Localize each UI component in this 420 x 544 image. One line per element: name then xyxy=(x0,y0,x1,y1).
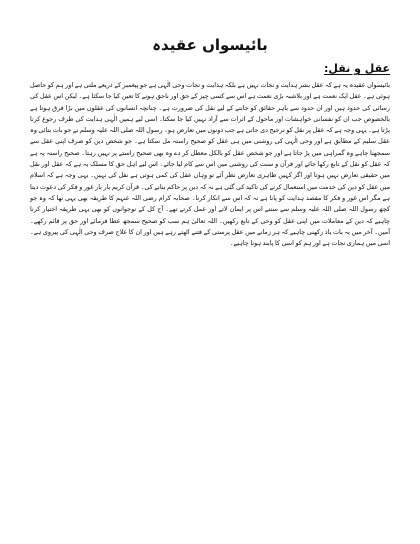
section-heading: عقل و نقل: xyxy=(323,62,390,75)
page-title: بائیسواں عقیدہ xyxy=(152,36,268,54)
body-paragraph: بائیسواں عقیدہ یہ ہے کہ عقل بشر ہدایت و نجات نہیں ہے بلکہ ہدایت و نجات وحی الٰہی ہے جو پیغمبر کے ذریعے ملتی ہے اور ہم کو حاصل ہوئی ہے۔ عقل ایک نعمت ہے اور بلاشبہ بڑی نعمت ہے اس سے کسی چیز کے حق اور ناحق ہونے کا تعین کیا جا سکتا ہے۔ لیکن اس عقل کی رسائی کی حدود ہیں اور ان حدود سے باہر حقائق کو جاننے کے لیے نقل کی ضرورت ہے۔ چنانچہ انسانوں کی عقلوں میں بڑا فرق ہوتا ہے بالخصوص جب ان کو نفسانی خواہشات اور ماحول کے اثرات سے آزاد نہیں کیا جا سکتا۔ اسی لیے ہمیں الٰہی ہدایت کی طرف رجوع کرنا پڑتا ہے۔ یہی وجہ ہے کہ عقل پر نقل کو ترجیح دی جاتی ہے جب دونوں میں تعارض ہو۔ رسول اللہ صلی اللہ علیہ وسلم نے جو بات بتائی وہ عقل سلیم کے مطابق ہے اور وحی الٰہی کی روشنی میں ہی عقل کو صحیح راستہ مل سکتا ہے۔ جو شخص دین کو صرف اپنی عقل سے سمجھنا چاہے وہ گمراہی میں پڑ جاتا ہے اور جو شخص عقل کو بالکل معطل کر دے وہ بھی صحیح راستے پر نہیں رہتا۔ صحیح راستہ یہ ہے کہ عقل کو نقل کے تابع رکھا جائے اور قرآن و سنت کی روشنی میں اس سے کام لیا جائے۔ اس لیے اہل حق کا مسلک یہ ہے کہ عقل اور نقل میں حقیقی تعارض نہیں ہوتا اور اگر کہیں ظاہری تعارض نظر آئے تو وہاں عقل کی کمی ہوتی ہے نقل کی نہیں۔ یہی وجہ ہے کہ اسلام میں عقل کو دین کی خدمت میں استعمال کرنے کی تاکید کی گئی ہے نہ کہ دین پر حاکم بنانے کی۔ قرآن کریم بار بار غور و فکر کی دعوت دیتا ہے مگر اس غور و فکر کا مقصد ہدایت کو پانا ہے نہ کہ اس سے انکار کرنا۔ صحابہ کرام رضی اللہ عنہم کا طریقہ بھی یہی تھا کہ وہ جو کچھ رسول اللہ صلی اللہ علیہ وسلم سے سنتے اس پر ایمان لاتے اور عمل کرتے تھے۔ آج کل کے نوجوانوں کو بھی یہی طریقہ اختیار کرنا چاہیے کہ دین کے معاملات میں اپنی عقل کو وحی کے تابع رکھیں۔ اللہ تعالیٰ ہم سب کو صحیح سمجھ عطا فرمائے اور حق پر قائم رکھے۔ آمین۔ آخر میں یہ بات یاد رکھنی چاہیے کہ ہر زمانے میں عقل پرستی کے فتنے اٹھتے رہے ہیں اور ان کا علاج صرف وحی الٰہی کی پیروی ہے۔ اسی میں ہماری نجات ہے اور ہم کو اسی کا پابند ہونا چاہیے۔ xyxy=(30,81,390,248)
